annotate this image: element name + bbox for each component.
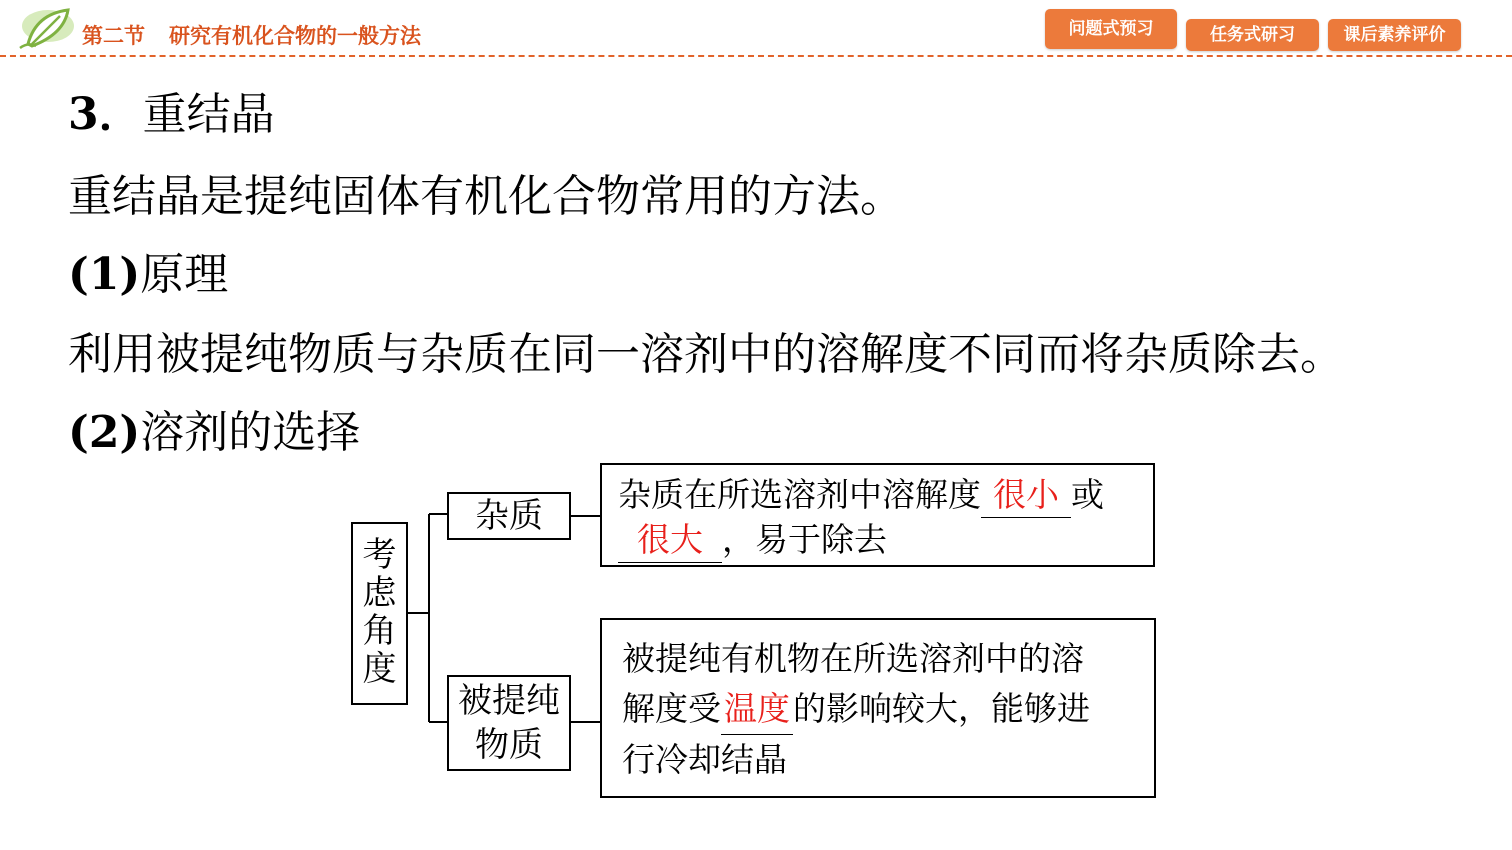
section-label: 第二节: [82, 24, 145, 48]
desc-text: 或: [1071, 475, 1104, 514]
evaluate-tab-button[interactable]: 课后素养评价: [1328, 19, 1461, 51]
heading-text: 重结晶: [142, 89, 275, 140]
slide-header: [0, 0, 1512, 58]
desc-text: 的影响较大，能够进: [793, 689, 1090, 728]
consideration-box: [351, 522, 408, 705]
consideration-char: 度: [362, 649, 397, 689]
principle-text: 利用被提纯物质与杂质在同一溶剂中的溶解度不同而将杂质除去。: [68, 329, 1344, 380]
study-tab-button[interactable]: 任务式研习: [1186, 19, 1319, 51]
impurity-description-box: [600, 463, 1155, 567]
principle-heading: [68, 238, 228, 302]
desc-text: ，易于除去: [722, 520, 887, 559]
target-desc-line-1: 被提纯有机物在所选溶剂中的溶: [622, 639, 1084, 678]
answer-blank-temperature: 温度: [721, 684, 793, 735]
answer-blank-small: 很小: [981, 473, 1071, 518]
chapter-title: [82, 20, 421, 50]
target-description-box: [600, 618, 1156, 798]
section-title: 研究有机化合物的一般方法: [169, 24, 421, 48]
consideration-char: 角: [362, 611, 397, 651]
solvent-number: (2): [68, 407, 141, 458]
leaf-pen-icon: [14, 4, 76, 52]
heading-number: 3．: [68, 89, 143, 140]
consideration-char: 考: [362, 535, 397, 575]
target-substance-box: [447, 675, 571, 771]
consideration-char: 虑: [362, 573, 397, 613]
target-desc-line-2: [622, 684, 1154, 735]
target-line-2: 物质: [475, 725, 543, 765]
impurity-desc-line-2: [618, 518, 1153, 563]
solvent-heading: [68, 396, 360, 460]
intro-text: 重结晶是提纯固体有机化合物常用的方法。: [68, 171, 904, 222]
target-line-1: 被提纯: [458, 681, 560, 721]
target-desc-line-3: 行冷却结晶: [622, 740, 787, 779]
solvent-label: 溶剂的选择: [140, 407, 361, 458]
answer-blank-large: 很大: [618, 518, 722, 563]
principle-number: (1): [68, 249, 141, 300]
header-divider: [0, 55, 1512, 57]
desc-text: 解度受: [622, 689, 721, 728]
desc-text: 杂质在所选溶剂中溶解度: [618, 475, 981, 514]
preview-tab-button[interactable]: 问题式预习: [1045, 9, 1177, 49]
impurity-desc-line-1: [618, 473, 1153, 518]
impurity-box: 杂质: [447, 492, 571, 540]
section-heading: [68, 78, 275, 142]
principle-label: 原理: [140, 249, 229, 300]
